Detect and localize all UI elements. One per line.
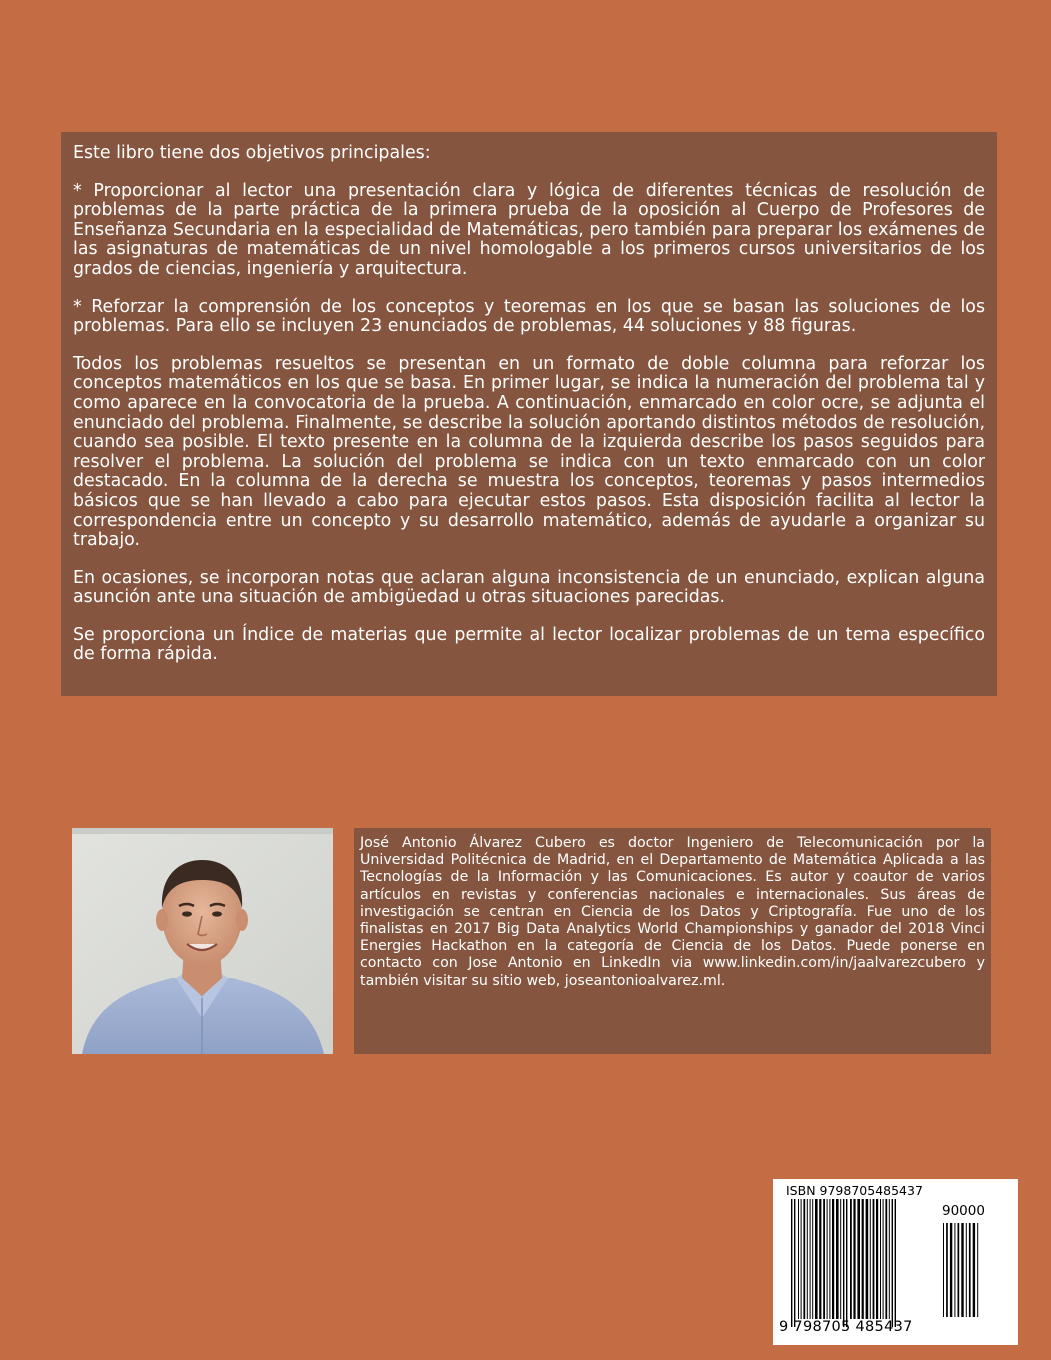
barcode-bar [853,1199,855,1319]
barcode-bar [966,1223,967,1317]
barcode-bar [885,1199,887,1319]
author-portrait-illustration [72,828,333,1054]
barcode-bar [946,1223,948,1317]
barcode-bar [791,1199,792,1327]
barcode-bar [969,1223,971,1317]
barcode-bar [810,1199,811,1319]
barcode-bar [832,1199,834,1319]
barcode-bar [819,1199,821,1319]
barcode-bar [846,1199,847,1327]
barcode-bar [850,1199,852,1319]
blurb-index: Se proporciona un Índice de materias que permite al lector localizar problemas de un tema específico de forma rápida. [73,624,985,665]
barcode-bar [803,1199,805,1319]
barcode-bar [866,1199,869,1319]
barcode-bar [836,1199,839,1319]
isbn-barcode [773,1179,1018,1345]
barcode-bar [857,1199,860,1319]
author-bio-text: José Antonio Álvarez Cubero es doctor Ingeniero de Telecomunicación por la Universidad Politécnica de Madrid, en el Departamento de Matemática Aplicada a las Tecnologías de la Información y las Comunicaciones. Es autor y coautor de varios artículos en revistas y conferencias nacionales e internacionales. Sus áreas de investigación se centran en Ciencia de los Datos y Criptografía. Fue uno de los finalistas en 2017 Big Data Analytics World Championships y ganador del 2018 Vinci Energies Hackathon en la categoría de Ciencia de los Datos. Puede ponerse en contacto con Jose Antonio en LinkedIn via www.linkedin.com/in/jaalvarezcubero y también visitar su sitio web, joseantonioalvarez.ml. [360,835,985,989]
barcode-bar [880,1199,881,1319]
barcode-bar [961,1223,963,1317]
barcode-bar [812,1199,813,1319]
barcode-bar [827,1199,828,1319]
barcode-bar [815,1199,818,1319]
barcode-bar [873,1199,875,1319]
barcode-bar [840,1199,841,1319]
blurb-format: Todos los problemas resueltos se presentan en un formato de doble columna para reforzar los conceptos matemáticos en los que se basa. En primer lugar, se indica la numeración del problema tal y como aparece en la convocatoria de la prueba. A continuación, enmarcado en color ocre, se adjunta el enunciado del problema. Finalmente, se describe la solución aportando distintos métodos de resolución, cuando sea posible. El texto presente en la columna de la izquierda describe los pasos seguidos para resolver el problema. La solución del problema se indica con un texto enmarcado con un color destacado. En la columna de la derecha se muestra los conceptos, teoremas y pasos intermedios básicos que se han llevado a cabo para ejecutar estos pasos. Esta disposición facilita al lector la correspondencia entre un concepto y su desarrollo matemático, además de ayudarle a organizar su trabajo. [73,353,985,551]
blurb-objective-2: * Reforzar la comprensión de los conceptos y teoremas en los que se basan las soluciones de los problemas. Para ello se incluyen 23 enunciados de problemas, 44 soluciones y 88 figuras. [73,296,985,337]
author-photo [72,828,333,1054]
barcode-bar [892,1199,893,1327]
barcode-bar [798,1199,799,1319]
barcode-bar [958,1223,960,1317]
barcode-bar [843,1199,844,1327]
price-code: 90000 [942,1203,985,1219]
barcode-bar [807,1199,808,1319]
blurb-notes: En ocasiones, se incorporan notas que aclaran alguna inconsistencia de un enunciado, explican alguna asunción ante una situación de ambigüedad u otras situaciones parecidas. [73,567,985,608]
barcode-bar [895,1199,896,1327]
barcode-bar [829,1199,830,1319]
barcode-bar [794,1199,795,1327]
barcode-bar [977,1223,978,1317]
barcode-bar [870,1199,871,1319]
barcode-digits: 9 798705 485437 [779,1319,913,1335]
blurb-intro: Este libro tiene dos objetivos principales: [73,143,431,163]
barcode-bar [889,1199,890,1319]
barcode-bar [823,1199,825,1319]
barcode-bar [973,1223,975,1317]
author-bio [354,828,991,1054]
barcode-bar [950,1223,952,1317]
isbn-label: ISBN 9798705485437 [786,1183,923,1198]
barcode-bar [943,1223,944,1317]
barcode-bar [862,1199,864,1319]
back-cover-blurb [61,132,997,696]
barcode-bar [801,1199,802,1319]
blurb-objective-1: * Proporcionar al lector una presentación clara y lógica de diferentes técnicas de resolución de problemas de la parte práctica de la primera prueba de la oposición al Cuerpo de Profesores de Enseñanza Secundaria en la especialidad de Matemáticas, pero también para preparar los exámenes de las asignaturas de matemáticas de un nivel homologable a los primeros cursos universitarios de los grados de ciencias, ingeniería y arquitectura. [73,180,985,279]
barcode-bar [876,1199,878,1319]
barcode-bar [954,1223,955,1317]
barcode-bar [883,1199,884,1319]
